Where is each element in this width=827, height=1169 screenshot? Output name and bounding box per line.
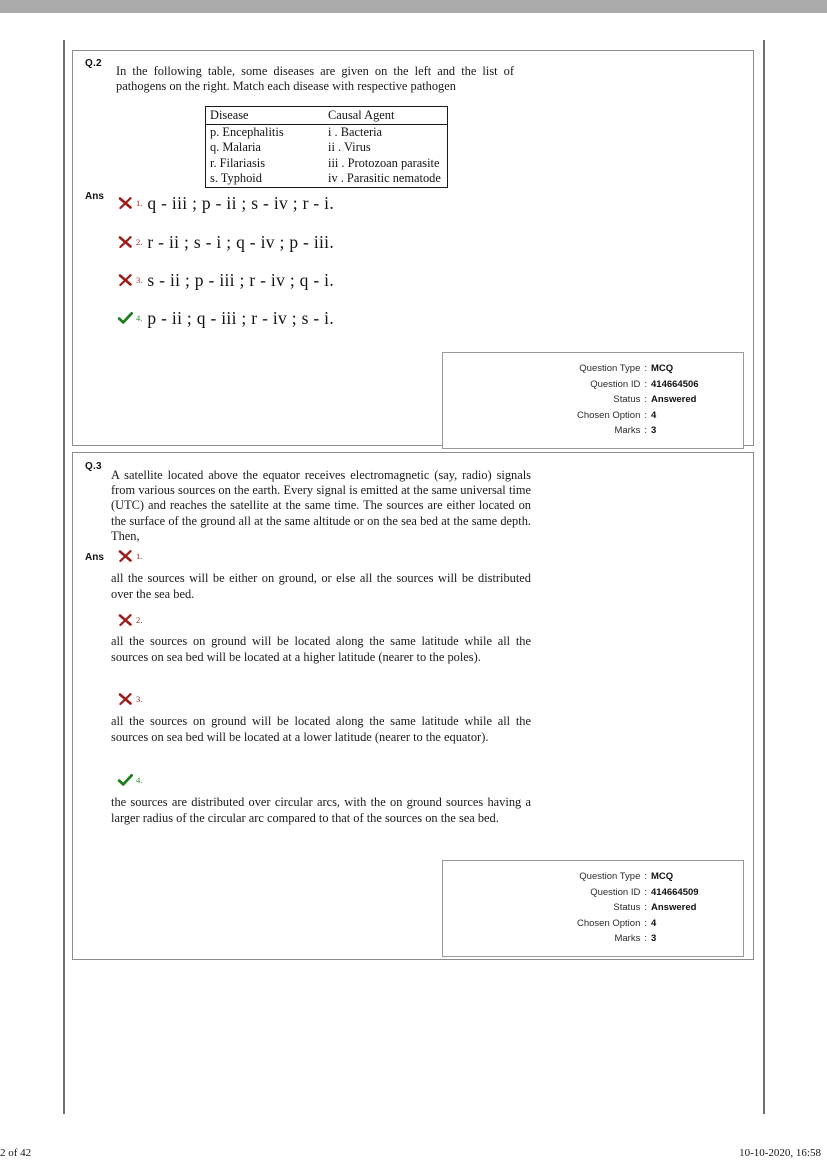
info-label: Status <box>613 394 641 406</box>
info-row-status <box>443 392 729 408</box>
table-cell-agent: i . Bacteria <box>324 124 447 140</box>
table-cell-disease: r. Filariasis <box>206 156 325 172</box>
question-info-box-q2 <box>442 352 744 449</box>
table-cell-disease: s. Typhoid <box>206 171 325 187</box>
option-number: 1. <box>136 198 143 208</box>
question-number-q2: Q.2 <box>85 58 102 69</box>
table-cell-disease: q. Malaria <box>206 140 325 156</box>
table-row <box>206 124 448 140</box>
info-value-marks: 3 <box>651 933 657 945</box>
question-text-q2: In the following table, some diseases are given on the left and the list of pathogens on the right. Match each disease with respective pathogen <box>116 64 514 94</box>
option-text-q3-4: the sources are distributed over circular arcs, with the on ground sources having a larger radius of the circular arc compared to that of the sources on the sea bed. <box>111 795 531 825</box>
info-label: Question ID <box>590 886 641 898</box>
option-text-q3-1: all the sources will be either on ground, or else all the sources will be distributed over the sea bed. <box>111 571 531 601</box>
option-number: 2. <box>136 237 143 247</box>
question-info-box-q3 <box>442 860 744 957</box>
check-icon <box>117 310 134 327</box>
info-row-chosen-option <box>443 408 729 424</box>
info-label: Chosen Option <box>576 409 641 421</box>
status-badge: Answered <box>651 902 697 914</box>
table-row <box>206 156 448 172</box>
info-separator: : <box>644 933 647 945</box>
option-marker-q3-3[interactable] <box>117 691 147 708</box>
info-label: Marks <box>614 425 641 437</box>
info-value-marks: 3 <box>651 425 657 437</box>
info-label: Question Type <box>579 871 641 882</box>
option-row-q2-2[interactable] <box>117 234 334 251</box>
footer-timestamp: 10-10-2020, 16:58 <box>739 1147 821 1159</box>
check-icon <box>117 772 134 789</box>
option-number: 1. <box>136 551 143 561</box>
info-label: Chosen Option <box>576 917 641 929</box>
footer-page-number: 2 of 42 <box>0 1147 32 1159</box>
option-marker-q3-1[interactable] <box>117 548 147 565</box>
info-separator: : <box>644 902 647 914</box>
answer-label-q2: Ans <box>85 191 104 202</box>
info-separator: : <box>644 363 647 374</box>
info-value-question-id: 414664509 <box>651 886 699 898</box>
info-separator: : <box>644 409 647 421</box>
info-value-chosen-option: 4 <box>651 409 657 421</box>
option-number: 2. <box>136 615 143 625</box>
option-text: s - ii ; p - iii ; r - iv ; q - i. <box>147 270 335 290</box>
info-row-question-type <box>443 869 729 885</box>
info-row-question-type <box>443 361 729 377</box>
option-text: r - ii ; s - i ; q - iv ; p - iii. <box>147 232 335 252</box>
option-marker-q3-4[interactable] <box>117 772 147 789</box>
info-label: Marks <box>614 933 641 945</box>
info-row-status <box>443 900 729 916</box>
cross-icon <box>117 612 134 629</box>
question-number-q3: Q.3 <box>85 461 102 472</box>
cross-icon <box>117 195 134 212</box>
page-right-rule <box>763 40 765 1114</box>
table-cell-agent: iii . Protozoan parasite <box>324 156 447 172</box>
page-left-rule <box>63 40 65 1114</box>
info-separator: : <box>644 917 647 929</box>
table-header-disease: Disease <box>206 107 325 125</box>
info-row-question-id <box>443 377 729 393</box>
info-row-marks <box>443 931 729 947</box>
answer-label-q3: Ans <box>85 552 104 563</box>
info-label: Status <box>613 902 641 914</box>
status-badge: Answered <box>651 394 697 406</box>
table-row <box>206 140 448 156</box>
option-number: 3. <box>136 275 143 285</box>
info-value-chosen-option: 4 <box>651 917 657 929</box>
table-cell-agent: iv . Parasitic nematode <box>324 171 447 187</box>
cross-icon <box>117 548 134 565</box>
table-header-causal-agent: Causal Agent <box>324 107 447 125</box>
table-header-row <box>206 107 448 125</box>
table-cell-disease: p. Encephalitis <box>206 124 325 140</box>
option-number: 4. <box>136 775 143 785</box>
info-separator: : <box>644 394 647 406</box>
option-text: p - ii ; q - iii ; r - iv ; s - i. <box>147 308 335 328</box>
option-number: 4. <box>136 313 143 323</box>
cross-icon <box>117 234 134 251</box>
option-text-q3-2: all the sources on ground will be located along the same latitude while all the sources on sea bed will be located at a higher latitude (nearer to the poles). <box>111 634 531 664</box>
table-row <box>206 171 448 187</box>
info-separator: : <box>644 886 647 898</box>
question-text-q3: A satellite located above the equator receives electromagnetic (say, radio) signals from various sources on the earth. Every signal is emitted at the same universal time (UTC) and reaches the satellite at the same time. The sources are either located on the surface of the ground all at the same altitude or on the sea bed at the same depth. Then, <box>111 468 531 543</box>
info-row-chosen-option <box>443 916 729 932</box>
cross-icon <box>117 691 134 708</box>
option-row-q2-1[interactable] <box>117 195 334 212</box>
info-separator: : <box>644 871 647 882</box>
option-row-q2-4[interactable] <box>117 310 334 327</box>
info-value-question-type: MCQ <box>651 871 674 882</box>
info-label: Question Type <box>579 363 641 374</box>
info-value-question-type: MCQ <box>651 363 674 374</box>
info-row-question-id <box>443 885 729 901</box>
option-marker-q3-2[interactable] <box>117 612 147 629</box>
option-text-q3-3: all the sources on ground will be located along the same latitude while all the sources on sea bed will be located at a lower latitude (nearer to the equator). <box>111 714 531 744</box>
info-separator: : <box>644 378 647 390</box>
top-gray-bar <box>0 0 827 13</box>
disease-pathogen-table <box>205 106 448 188</box>
info-label: Question ID <box>590 378 641 390</box>
info-separator: : <box>644 425 647 437</box>
option-row-q2-3[interactable] <box>117 272 334 289</box>
option-text: q - iii ; p - ii ; s - iv ; r - i. <box>147 193 335 213</box>
table-cell-agent: ii . Virus <box>324 140 447 156</box>
info-row-marks <box>443 423 729 439</box>
info-value-question-id: 414664506 <box>651 378 699 390</box>
cross-icon <box>117 272 134 289</box>
option-number: 3. <box>136 694 143 704</box>
